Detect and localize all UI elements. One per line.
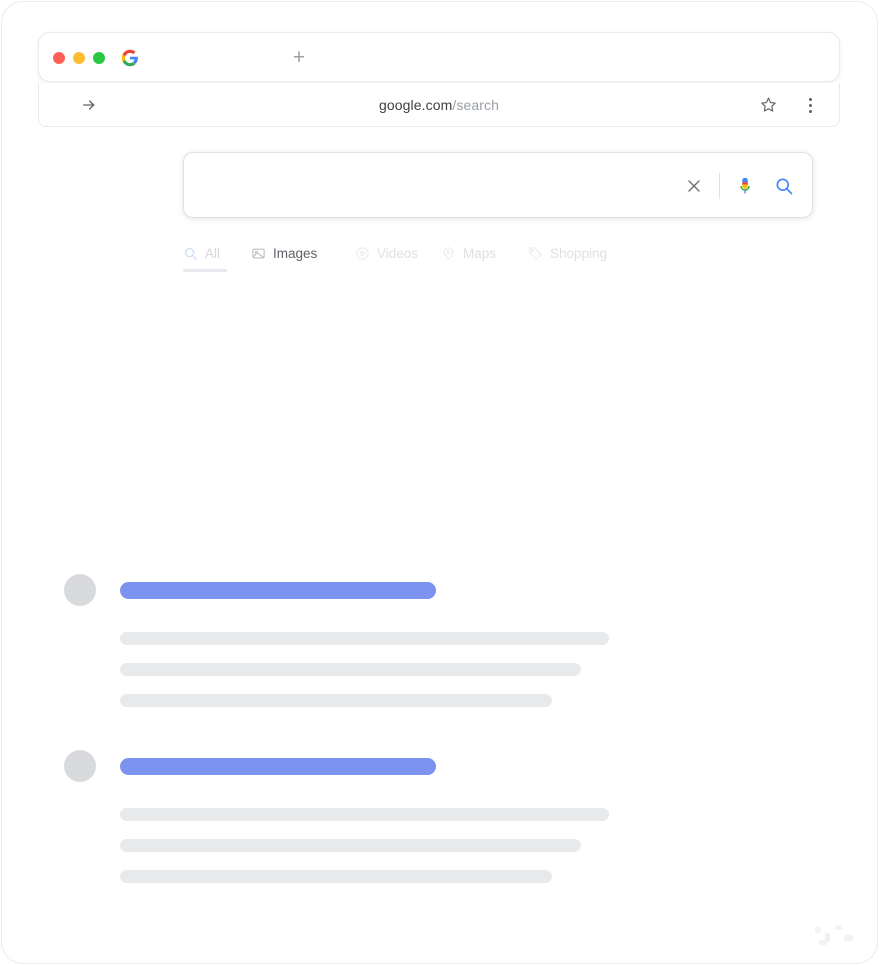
tab-shopping[interactable] <box>528 240 607 266</box>
kebab-menu-icon[interactable] <box>801 95 819 115</box>
avatar <box>64 750 96 782</box>
result-snippet-line <box>120 839 581 852</box>
close-window-button[interactable] <box>53 52 65 64</box>
result-snippet-line <box>120 694 552 707</box>
tab-images[interactable] <box>251 240 317 266</box>
tab-videos-label: Videos <box>377 245 419 261</box>
decorative-artifact <box>813 923 859 951</box>
window-controls[interactable] <box>53 52 105 64</box>
tag-icon <box>528 246 543 261</box>
url-path: /search <box>452 97 499 113</box>
tab-videos[interactable] <box>355 240 418 266</box>
image-icon <box>251 246 266 261</box>
url-text[interactable] <box>39 97 839 113</box>
search-icon[interactable] <box>774 176 794 196</box>
result-snippet-line <box>120 808 609 821</box>
tab-maps[interactable] <box>441 240 496 266</box>
search-icon <box>183 246 198 261</box>
url-domain: google.com <box>378 97 453 113</box>
minimize-window-button[interactable] <box>73 52 85 64</box>
tab-all-label: All <box>205 245 221 261</box>
tab-all[interactable] <box>183 240 220 266</box>
avatar <box>64 574 96 606</box>
tab-shopping-label: Shopping <box>550 245 608 261</box>
result-title-placeholder[interactable] <box>120 758 436 775</box>
active-tab-indicator <box>183 269 227 272</box>
tab-maps-label: Maps <box>463 245 497 261</box>
new-tab-button[interactable]: + <box>292 46 306 69</box>
microphone-icon[interactable] <box>734 173 756 199</box>
star-icon[interactable] <box>760 96 777 113</box>
tab-images-label: Images <box>273 245 318 261</box>
result-snippet-line <box>120 632 609 645</box>
browser-chrome <box>38 32 840 127</box>
result-snippet-line <box>120 870 552 883</box>
address-bar[interactable] <box>38 83 840 127</box>
maximize-window-button[interactable] <box>93 52 105 64</box>
tab-strip <box>38 32 840 82</box>
divider <box>719 173 720 199</box>
search-box[interactable] <box>183 152 813 218</box>
result-title-placeholder[interactable] <box>120 582 436 599</box>
google-g-icon <box>121 49 139 67</box>
video-icon <box>355 246 370 261</box>
result-tabs <box>183 240 823 274</box>
result-snippet-line <box>120 663 581 676</box>
map-pin-icon <box>441 246 456 261</box>
close-icon[interactable] <box>684 176 704 196</box>
